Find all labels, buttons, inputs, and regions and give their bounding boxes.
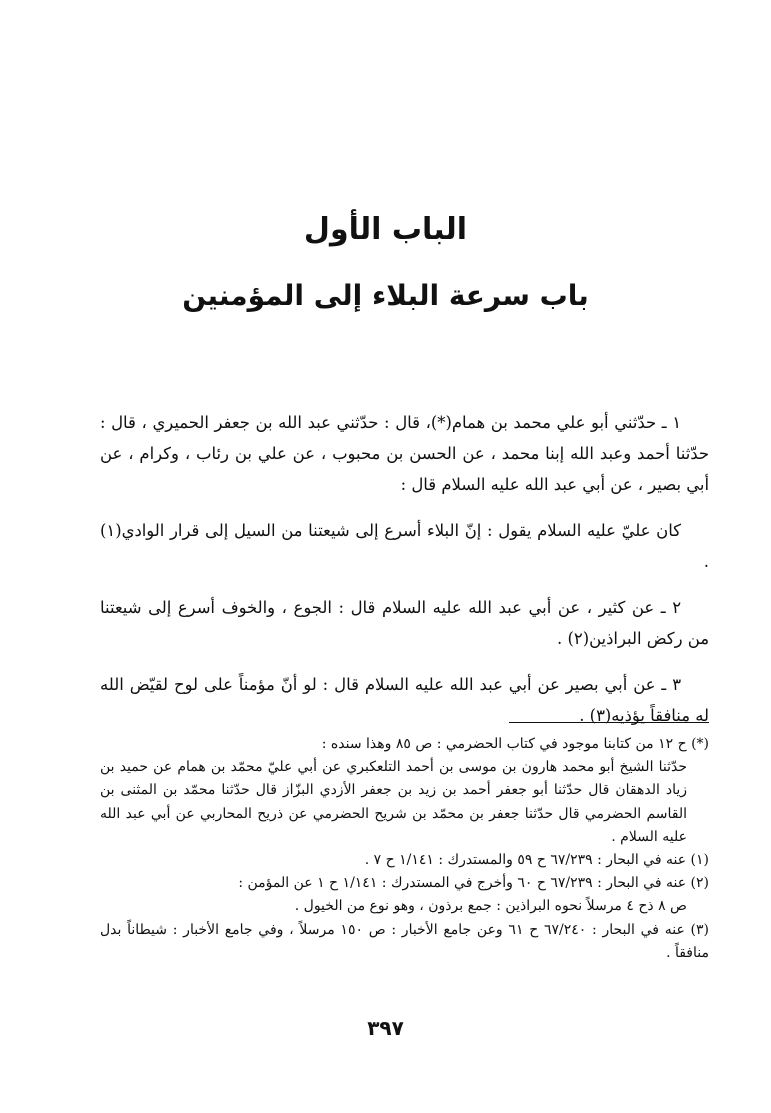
hadith-paragraph-1: ١ ـ حدّثني أبو علي محمد بن همام(*)، قال : حدّثني عبد الله بن جعفر الحميري ، قال : حدّثنا أحمد وعبد الله إبنا محمد ، عن الحسن بن محبوب ، عن علي بن رئاب ، وكرام ، عن أبي بصير ، عن أبي عبد الله عليه السلام قال : [100, 413, 709, 494]
hadith-paragraph-1-quote: كان عليّ عليه السلام يقول : إنّ البلاء أسرع إلى شيعتنا من السيل إلى قرار الوادي(١) . [100, 521, 709, 571]
section-title: باب سرعة البلاء إلى المؤمنين [182, 279, 589, 312]
page-number: ٣٩٧ [367, 1016, 404, 1040]
footnote-1: (١) عنه في البحار : ٦٧/٢٣٩ ح ٥٩ والمستدرك : ١/١٤١ ح ٧ . [364, 852, 709, 869]
hadith-paragraph-3: ٣ ـ عن أبي بصير عن أبي عبد الله عليه السلام قال : لو أنّ مؤمناً على لوح لقيّض الله له منافقاً يؤذيه(٣) . [100, 675, 709, 725]
footnote-divider [509, 722, 709, 723]
footnotes [100, 733, 709, 965]
footnote-3: (٣) عنه في البحار : ٦٧/٢٤٠ ح ٦١ وعن جامع الأخبار : ص ١٥٠ مرسلاً ، وفي جامع الأخبار : شيطاناً بدل منافقاً . [100, 921, 710, 961]
footnote-star: (*) ح ١٢ من كتابنا موجود في كتاب الحضرمي : ص ٨٥ وهذا سنده : [321, 736, 709, 752]
hadith-paragraph-2: ٢ ـ عن كثير ، عن أبي عبد الله عليه السلام قال : الجوع ، والخوف أسرع إلى شيعتنا من ركض البراذين(٢) . [100, 598, 709, 648]
footnote-2-continued: ص ٨ ذح ٤ مرسلاً نحوه البراذين : جمع برذون ، وهو نوع من الخيول . [294, 898, 687, 915]
chapter-title: الباب الأول [303, 212, 468, 247]
footnote-star-chain: حدّثنا الشيخ أبو محمد هارون بن موسى بن أحمد التلعكبري عن أبي عليّ محمّد بن همام عن حميد بن زياد الدهقان قال حدّثنا أبو جعفر أحمد بن زيد بن جعفر الأزدي البزّاز قال حدّثنا محمّد بن المثنى بن القاسم الحضرمي قال حدّثنا جعفر بن محمّد بن شريح الحضرمي عن ذريح المحاربي عن أبي عبد الله عليه السلام . [100, 759, 687, 845]
footnote-2: (٢) عنه في البحار : ٦٧/٢٣٩ ح ٦٠ وأخرج في المستدرك : ١/١٤١ ح ١ عن المؤمن : [238, 875, 709, 892]
main-text [100, 407, 709, 746]
